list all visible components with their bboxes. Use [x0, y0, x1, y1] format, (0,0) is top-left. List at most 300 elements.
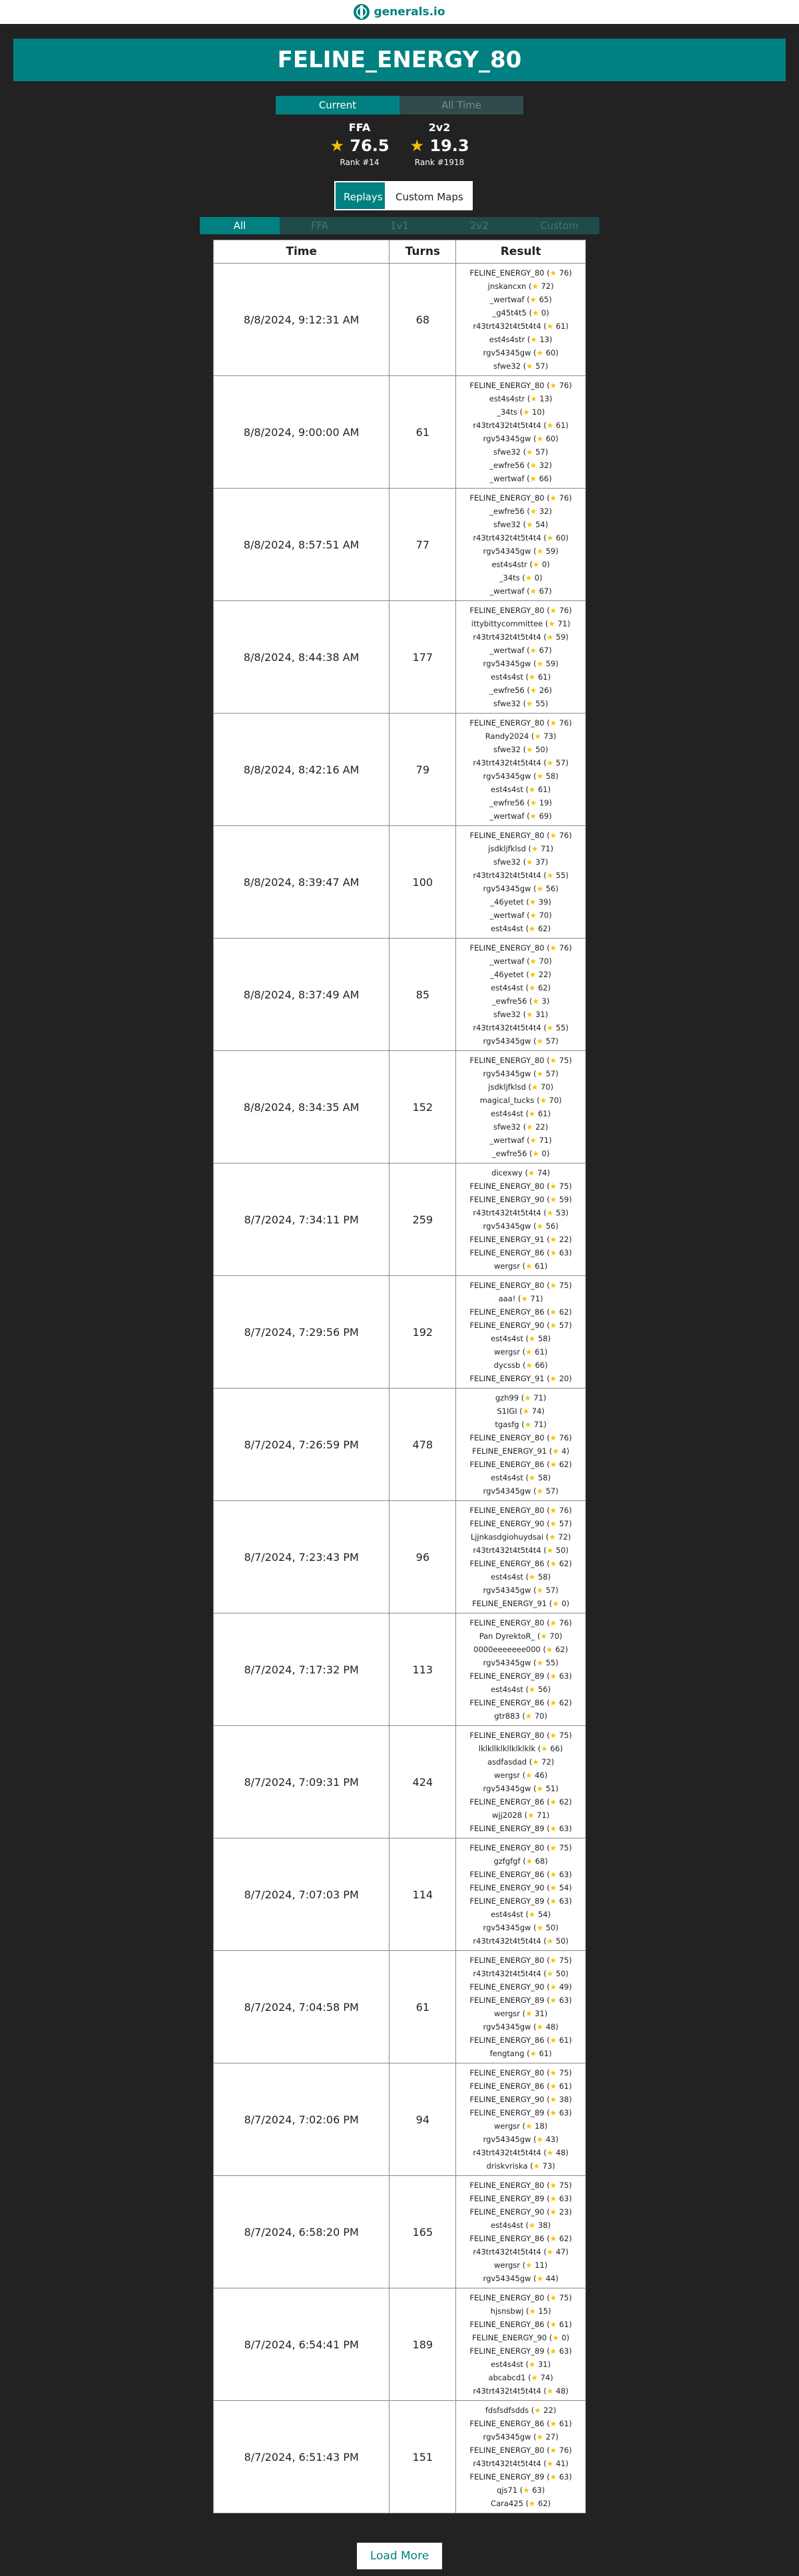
- star-icon: ★: [529, 1136, 537, 1145]
- result-player-line[interactable]: FELINE_ENERGY_91 (★ 20): [469, 1374, 572, 1383]
- result-player-line[interactable]: est4s4st (★ 58): [491, 1572, 551, 1582]
- replay-turns: 100: [390, 826, 456, 939]
- replay-time: 8/8/2024, 9:00:00 AM: [214, 376, 390, 489]
- result-player-line[interactable]: r43trt432t4t5t4t4 (★ 50): [473, 1936, 569, 1946]
- result-player-line[interactable]: rgv54345gw (★ 27): [483, 2432, 559, 2442]
- table-row[interactable]: [214, 1389, 586, 1501]
- result-player-line[interactable]: _wertwaf (★ 67): [489, 586, 552, 596]
- result-player-line[interactable]: sfwe32 (★ 57): [493, 447, 549, 457]
- result-player-line[interactable]: FELINE_ENERGY_80 (★ 76): [469, 1506, 572, 1515]
- result-player-line[interactable]: FELINE_ENERGY_80 (★ 75): [469, 2293, 572, 2302]
- star-icon: ★: [536, 2135, 543, 2144]
- star-icon: ★: [536, 1923, 543, 1932]
- result-player-line[interactable]: rgv54345gw (★ 57): [483, 1486, 559, 1496]
- player-name-banner: FELINE_ENERGY_80: [13, 39, 786, 81]
- replay-time: 8/8/2024, 8:37:49 AM: [214, 939, 390, 1051]
- star-icon: ★: [546, 1208, 554, 1217]
- table-row[interactable]: [214, 1051, 586, 1164]
- result-player-line[interactable]: r43trt432t4t5t4t4 (★ 47): [473, 2247, 569, 2256]
- star-icon: ★: [546, 2148, 554, 2157]
- result-player-line[interactable]: _ewfre56 (★ 26): [489, 686, 552, 695]
- star-icon: ★: [529, 983, 536, 992]
- result-player-line[interactable]: Pan DyrektoR_ (★ 70): [479, 1631, 563, 1641]
- result-player-line[interactable]: FELINE_ENERGY_80 (★ 76): [469, 493, 572, 503]
- star-icon: ★: [549, 268, 557, 278]
- result-player-line[interactable]: FELINE_ENERGY_86 (★ 62): [469, 1460, 572, 1469]
- result-player-line[interactable]: FELINE_ENERGY_91 (★ 4): [472, 1446, 570, 1456]
- result-player-line[interactable]: fengtang (★ 61): [489, 2049, 552, 2058]
- star-icon: ★: [549, 1559, 557, 1568]
- result-player-line[interactable]: magical_tucks (★ 70): [479, 1096, 562, 1105]
- result-player-line[interactable]: rgv54345gw (★ 44): [483, 2274, 559, 2283]
- result-player-line[interactable]: gtr883 (★ 70): [494, 1711, 547, 1721]
- result-player-line[interactable]: _ewfre56 (★ 32): [489, 507, 552, 516]
- star-icon: ★: [525, 1856, 533, 1866]
- star-icon: ★: [546, 2459, 554, 2468]
- result-player-line[interactable]: gzfgfgf (★ 68): [493, 1856, 548, 1866]
- result-player-line[interactable]: _ewfre56 (★ 19): [489, 798, 552, 807]
- result-player-line[interactable]: _wertwaf (★ 66): [489, 474, 552, 483]
- result-player-line[interactable]: fdsfsdfsdds (★ 22): [485, 2406, 557, 2415]
- result-player-line[interactable]: wergsr (★ 61): [493, 1261, 548, 1271]
- result-player-line[interactable]: wjj2028 (★ 71): [491, 1811, 550, 1820]
- star-icon: ★: [524, 1420, 532, 1429]
- result-player-line[interactable]: tgasfg (★ 71): [495, 1420, 547, 1429]
- result-player-line[interactable]: FELINE_ENERGY_80 (★ 75): [469, 1731, 572, 1740]
- result-player-line[interactable]: sfwe32 (★ 54): [493, 520, 549, 529]
- result-player-line[interactable]: est4s4st (★ 58): [491, 1334, 551, 1343]
- result-player-line[interactable]: rgv54345gw (★ 48): [483, 2022, 559, 2032]
- table-row[interactable]: [214, 714, 586, 826]
- result-player-line[interactable]: FELINE_ENERGY_89 (★ 63): [469, 2194, 572, 2203]
- star-icon: ★: [549, 1056, 557, 1065]
- result-player-line[interactable]: est4s4st (★ 62): [491, 983, 551, 992]
- table-row[interactable]: [214, 939, 586, 1051]
- result-player-line[interactable]: FELINE_ENERGY_80 (★ 75): [469, 1056, 572, 1065]
- result-player-line[interactable]: est4s4st (★ 61): [491, 672, 551, 682]
- result-player-line[interactable]: FELINE_ENERGY_90 (★ 23): [469, 2207, 572, 2217]
- result-player-line[interactable]: rgv54345gw (★ 60): [483, 348, 559, 357]
- result-player-line[interactable]: FELINE_ENERGY_80 (★ 76): [469, 1618, 572, 1627]
- result-player-line[interactable]: FELINE_ENERGY_90 (★ 57): [469, 1321, 572, 1330]
- result-player-line[interactable]: rgv54345gw (★ 60): [483, 434, 559, 443]
- result-player-line[interactable]: wergsr (★ 31): [493, 2009, 548, 2018]
- table-row[interactable]: [214, 1613, 586, 1726]
- table-row[interactable]: [214, 2063, 586, 2176]
- table-body: [214, 264, 586, 2513]
- result-player-line[interactable]: FELINE_ENERGY_86 (★ 62): [469, 1307, 572, 1317]
- star-icon: ★: [529, 924, 536, 933]
- result-player-line[interactable]: sfwe32 (★ 57): [493, 361, 549, 371]
- result-player-line[interactable]: r43trt432t4t5t4t4 (★ 50): [473, 1969, 569, 1978]
- result-player-line[interactable]: _wertwaf (★ 65): [489, 295, 552, 304]
- result-player-line[interactable]: lklkllklkllklklklk (★ 66): [478, 1744, 563, 1753]
- star-icon: ★: [536, 1036, 543, 1046]
- star-icon: ★: [536, 1069, 543, 1078]
- star-icon: ★: [549, 1956, 557, 1965]
- star-icon: ★: [529, 507, 537, 516]
- table-row[interactable]: [214, 264, 586, 376]
- result-player-line[interactable]: _34ts (★ 10): [497, 407, 545, 417]
- replay-time: 8/7/2024, 7:07:03 PM: [214, 1838, 390, 1951]
- replay-time: 8/7/2024, 7:23:43 PM: [214, 1501, 390, 1613]
- result-player-line[interactable]: sfwe32 (★ 55): [493, 699, 549, 708]
- star-icon: ★: [529, 2306, 536, 2316]
- result-player-line[interactable]: driskvriska (★ 73): [486, 2161, 555, 2171]
- time-column-header: Time: [214, 240, 390, 264]
- result-player-line[interactable]: FELINE_ENERGY_80 (★ 76): [469, 268, 572, 278]
- star-icon: ★: [534, 732, 541, 741]
- result-player-line[interactable]: r43trt432t4t5t4t4 (★ 48): [473, 2386, 569, 2396]
- star-icon: ★: [330, 136, 344, 155]
- replay-turns: 94: [390, 2063, 456, 2176]
- star-icon: ★: [526, 447, 533, 457]
- result-player-line[interactable]: r43trt432t4t5t4t4 (★ 60): [473, 533, 569, 542]
- table-row[interactable]: [214, 2176, 586, 2288]
- star-icon: ★: [525, 1711, 533, 1721]
- result-player-line[interactable]: ittybittycommittee (★ 71): [471, 619, 571, 628]
- star-icon: ★: [546, 871, 554, 880]
- mode-tab-all[interactable]: All: [200, 217, 280, 234]
- result-player-line[interactable]: FELINE_ENERGY_86 (★ 62): [469, 1559, 572, 1568]
- star-icon: ★: [546, 421, 554, 430]
- replay-result: [456, 601, 586, 714]
- table-row[interactable]: [214, 826, 586, 939]
- star-icon: ★: [526, 1122, 533, 1132]
- result-player-line[interactable]: sfwe32 (★ 31): [493, 1010, 549, 1019]
- result-player-line[interactable]: FELINE_ENERGY_80 (★ 76): [469, 718, 572, 728]
- star-icon: ★: [549, 2234, 557, 2243]
- result-player-line[interactable]: FELINE_ENERGY_80 (★ 75): [469, 2181, 572, 2190]
- result-player-line[interactable]: FELINE_ENERGY_90 (★ 54): [469, 1883, 572, 1892]
- star-icon: ★: [525, 1771, 533, 1780]
- star-icon: ★: [526, 520, 533, 529]
- result-player-line[interactable]: rgv54345gw (★ 59): [483, 546, 559, 556]
- result-player-line[interactable]: _ewfre56 (★ 0): [491, 1149, 550, 1158]
- result-player-line[interactable]: rgv54345gw (★ 57): [483, 1036, 559, 1046]
- result-player-line[interactable]: rgv54345gw (★ 57): [483, 1069, 559, 1078]
- result-player-line[interactable]: wergsr (★ 61): [493, 1347, 548, 1357]
- star-icon: ★: [546, 1546, 554, 1555]
- star-icon: ★: [548, 619, 555, 628]
- result-player-line[interactable]: Ljjnkasdgiohuydsai (★ 72): [470, 1532, 571, 1542]
- table-row[interactable]: [214, 1276, 586, 1389]
- table-row[interactable]: [214, 1951, 586, 2063]
- replay-turns: 259: [390, 1164, 456, 1276]
- star-icon: ★: [525, 2121, 533, 2131]
- star-icon: ★: [549, 2446, 557, 2455]
- result-player-line[interactable]: Cara425 (★ 62): [491, 2499, 551, 2508]
- result-player-line[interactable]: rgv54345gw (★ 43): [483, 2135, 559, 2144]
- result-player-line[interactable]: _wertwaf (★ 67): [489, 646, 552, 655]
- result-player-line[interactable]: aaa! (★ 71): [498, 1294, 543, 1303]
- replay-turns: 79: [390, 714, 456, 826]
- star-icon: ★: [549, 1671, 557, 1681]
- result-player-line[interactable]: r43trt432t4t5t4t4 (★ 55): [473, 1023, 569, 1032]
- star-icon: ★: [525, 2260, 533, 2270]
- result-player-line[interactable]: rgv54345gw (★ 59): [483, 659, 559, 668]
- star-icon: ★: [531, 2373, 538, 2382]
- result-player-line[interactable]: _46yetet (★ 22): [490, 970, 551, 979]
- result-player-line[interactable]: rgv54345gw (★ 58): [483, 771, 559, 781]
- result-player-line[interactable]: _wertwaf (★ 69): [489, 811, 552, 821]
- star-icon: ★: [549, 2320, 557, 2329]
- star-icon: ★: [549, 1797, 557, 1807]
- stat-value: 19.3: [429, 136, 469, 155]
- result-player-line[interactable]: wergsr (★ 46): [493, 1771, 548, 1780]
- star-icon: ★: [549, 2108, 557, 2117]
- result-player-line[interactable]: FELINE_ENERGY_91 (★ 22): [469, 1235, 572, 1244]
- replay-result: [456, 2288, 586, 2401]
- replay-time: 8/7/2024, 7:17:32 PM: [214, 1613, 390, 1726]
- result-player-line[interactable]: est4s4st (★ 61): [491, 1109, 551, 1118]
- result-player-line[interactable]: Randy2024 (★ 73): [485, 732, 557, 741]
- result-player-line[interactable]: est4s4str (★ 13): [489, 394, 553, 403]
- result-player-line[interactable]: rgv54345gw (★ 56): [483, 884, 559, 893]
- result-player-line[interactable]: FELINE_ENERGY_90 (★ 57): [469, 1519, 572, 1528]
- result-player-line[interactable]: jsdkljfklsd (★ 70): [488, 1082, 554, 1092]
- star-icon: ★: [549, 943, 557, 953]
- star-icon: ★: [536, 546, 543, 556]
- result-player-line[interactable]: est4s4st (★ 56): [491, 1685, 551, 1694]
- result-player-line[interactable]: wergsr (★ 11): [493, 2260, 548, 2270]
- result-player-line[interactable]: FELINE_ENERGY_89 (★ 63): [469, 1824, 572, 1833]
- result-player-line[interactable]: r43trt432t4t5t4t4 (★ 53): [473, 1208, 569, 1217]
- star-icon: ★: [536, 2274, 543, 2283]
- generals-logo-icon[interactable]: [354, 4, 370, 20]
- replay-time: 8/7/2024, 6:58:20 PM: [214, 2176, 390, 2288]
- result-player-line[interactable]: dycssb (★ 66): [493, 1361, 548, 1370]
- replay-result: [456, 939, 586, 1051]
- replay-time: 8/8/2024, 8:34:35 AM: [214, 1051, 390, 1164]
- result-player-line[interactable]: FELINE_ENERGY_86 (★ 62): [469, 1797, 572, 1807]
- result-player-line[interactable]: FELINE_ENERGY_89 (★ 63): [469, 1671, 572, 1681]
- result-player-line[interactable]: jnskancxn (★ 72): [487, 282, 554, 291]
- current-toggle-button[interactable]: Current: [276, 96, 400, 114]
- load-more-button[interactable]: Load More: [357, 2543, 442, 2569]
- result-player-line[interactable]: FELINE_ENERGY_80 (★ 76): [469, 606, 572, 615]
- result-player-line[interactable]: FELINE_ENERGY_86 (★ 63): [469, 1870, 572, 1879]
- result-player-line[interactable]: qjs71 (★ 63): [496, 2485, 545, 2495]
- star-icon: ★: [549, 1896, 557, 1906]
- result-player-line[interactable]: est4s4str (★ 13): [489, 335, 553, 344]
- result-player-line[interactable]: FELINE_ENERGY_86 (★ 61): [469, 2419, 572, 2428]
- result-player-line[interactable]: FELINE_ENERGY_80 (★ 75): [469, 2068, 572, 2077]
- star-icon: ★: [536, 1658, 543, 1667]
- star-icon: ★: [534, 2406, 541, 2415]
- result-player-line[interactable]: sfwe32 (★ 22): [493, 1122, 549, 1132]
- replay-result: [456, 826, 586, 939]
- replays-tab[interactable]: Replays: [334, 181, 386, 210]
- result-player-line[interactable]: FELINE_ENERGY_80 (★ 76): [469, 1433, 572, 1442]
- result-player-line[interactable]: est4s4st (★ 38): [491, 2221, 551, 2230]
- star-icon: ★: [546, 1936, 554, 1946]
- table-row[interactable]: [214, 1164, 586, 1276]
- result-player-line[interactable]: est4s4str (★ 0): [491, 560, 550, 569]
- result-player-line[interactable]: rgv54345gw (★ 51): [483, 1784, 559, 1793]
- result-player-line[interactable]: FELINE_ENERGY_90 (★ 0): [472, 2333, 570, 2342]
- result-player-line[interactable]: _ewfre56 (★ 32): [489, 461, 552, 470]
- star-icon: ★: [549, 2036, 557, 2045]
- result-player-line[interactable]: _wertwaf (★ 71): [489, 1136, 552, 1145]
- result-player-line[interactable]: r43trt432t4t5t4t4 (★ 57): [473, 758, 569, 767]
- star-icon: ★: [546, 2247, 554, 2256]
- result-player-line[interactable]: hjsnsbwj (★ 15): [490, 2306, 551, 2316]
- star-icon: ★: [549, 2095, 557, 2104]
- result-player-line[interactable]: est4s4st (★ 54): [491, 1910, 551, 1919]
- result-player-line[interactable]: FELINE_ENERGY_86 (★ 61): [469, 2081, 572, 2091]
- replay-time: 8/7/2024, 6:54:41 PM: [214, 2288, 390, 2401]
- table-row[interactable]: [214, 2401, 586, 2513]
- result-player-line[interactable]: asdfasdad (★ 72): [487, 1757, 555, 1767]
- replay-turns: 478: [390, 1389, 456, 1501]
- star-icon: ★: [549, 1374, 557, 1383]
- result-player-line[interactable]: r43trt432t4t5t4t4 (★ 61): [473, 421, 569, 430]
- result-player-line[interactable]: _34ts (★ 0): [499, 573, 543, 582]
- star-icon: ★: [529, 1685, 536, 1694]
- table-row[interactable]: [214, 1501, 586, 1613]
- result-player-line[interactable]: FELINE_ENERGY_86 (★ 61): [469, 2036, 572, 2045]
- result-player-line[interactable]: gzh99 (★ 71): [495, 1393, 547, 1402]
- star-icon: ★: [549, 1519, 557, 1528]
- mode-tab-1v1[interactable]: 1v1: [360, 217, 439, 234]
- result-player-line[interactable]: wergsr (★ 18): [493, 2121, 548, 2131]
- table-row[interactable]: [214, 2288, 586, 2401]
- result-player-line[interactable]: _ewfre56 (★ 3): [491, 996, 550, 1006]
- result-player-line[interactable]: est4s4st (★ 58): [491, 1473, 551, 1482]
- result-player-line[interactable]: FELINE_ENERGY_80 (★ 75): [469, 1281, 572, 1290]
- replay-result: [456, 1501, 586, 1613]
- table-row[interactable]: [214, 1726, 586, 1838]
- star-icon: ★: [529, 911, 537, 920]
- result-player-line[interactable]: r43trt432t4t5t4t4 (★ 55): [473, 871, 569, 880]
- result-player-line[interactable]: dicexwy (★ 74): [491, 1168, 551, 1178]
- custom-maps-tab[interactable]: Custom Maps: [386, 181, 473, 210]
- star-icon: ★: [529, 897, 537, 907]
- star-icon: ★: [524, 1393, 531, 1402]
- star-icon: ★: [529, 811, 537, 821]
- star-icon: ★: [549, 1321, 557, 1330]
- result-player-line[interactable]: est4s4st (★ 62): [491, 924, 551, 933]
- replay-time: 8/8/2024, 8:44:38 AM: [214, 601, 390, 714]
- result-player-line[interactable]: FELINE_ENERGY_80 (★ 75): [469, 1956, 572, 1965]
- star-icon: ★: [549, 831, 557, 840]
- result-player-line[interactable]: FELINE_ENERGY_89 (★ 63): [469, 2108, 572, 2117]
- result-player-line[interactable]: abcabcd1 (★ 74): [488, 2373, 553, 2382]
- result-player-line[interactable]: rgv54345gw (★ 55): [483, 1658, 559, 1667]
- result-player-line[interactable]: rgv54345gw (★ 57): [483, 1586, 559, 1595]
- result-player-line[interactable]: FELINE_ENERGY_80 (★ 76): [469, 2446, 572, 2455]
- star-icon: ★: [549, 1731, 557, 1740]
- replay-time: 8/8/2024, 8:42:16 AM: [214, 714, 390, 826]
- replay-turns: 96: [390, 1501, 456, 1613]
- replay-result: [456, 376, 586, 489]
- result-player-line[interactable]: est4s4st (★ 61): [491, 785, 551, 794]
- mode-tab-custom[interactable]: Custom: [519, 217, 599, 234]
- result-player-line[interactable]: FELINE_ENERGY_90 (★ 59): [469, 1195, 572, 1204]
- star-icon: ★: [527, 1811, 535, 1820]
- result-player-line[interactable]: jsdkljfklsd (★ 71): [488, 844, 554, 853]
- star-icon: ★: [530, 394, 537, 403]
- result-player-line[interactable]: FELINE_ENERGY_90 (★ 49): [469, 1982, 572, 1992]
- result-player-line[interactable]: sfwe32 (★ 37): [493, 857, 549, 867]
- result-player-line[interactable]: _wertwaf (★ 70): [489, 911, 552, 920]
- mode-tab-ffa[interactable]: FFA: [280, 217, 360, 234]
- result-player-line[interactable]: FELINE_ENERGY_89 (★ 63): [469, 1996, 572, 2005]
- all-time-toggle-button[interactable]: All Time: [400, 96, 523, 114]
- result-player-line[interactable]: FELINE_ENERGY_80 (★ 76): [469, 943, 572, 953]
- result-column-header: Result: [456, 240, 586, 264]
- replay-result: [456, 2401, 586, 2513]
- site-logo-text[interactable]: generals.io: [374, 5, 445, 19]
- star-icon: ★: [549, 1824, 557, 1833]
- replay-turns: 177: [390, 601, 456, 714]
- result-player-line[interactable]: S1IGI (★ 74): [497, 1406, 545, 1416]
- star-icon: ★: [531, 1082, 539, 1092]
- star-icon: ★: [549, 2419, 557, 2428]
- result-player-line[interactable]: rgv54345gw (★ 50): [483, 1923, 559, 1932]
- star-icon: ★: [522, 1406, 530, 1416]
- result-player-line[interactable]: FELINE_ENERGY_86 (★ 61): [469, 2320, 572, 2329]
- mode-tab-2v2[interactable]: 2v2: [439, 217, 519, 234]
- result-player-line[interactable]: _46yetet (★ 39): [490, 897, 551, 907]
- table-row[interactable]: [214, 489, 586, 601]
- result-player-line[interactable]: FELINE_ENERGY_89 (★ 63): [469, 2472, 572, 2481]
- result-player-line[interactable]: FELINE_ENERGY_89 (★ 63): [469, 1896, 572, 1906]
- result-player-line[interactable]: _g45t4t5 (★ 0): [492, 308, 549, 318]
- result-player-line[interactable]: FELINE_ENERGY_80 (★ 75): [469, 1181, 572, 1191]
- star-icon: ★: [546, 322, 554, 331]
- table-row[interactable]: [214, 601, 586, 714]
- replay-result: [456, 264, 586, 376]
- star-icon: ★: [546, 1969, 554, 1978]
- replay-turns: 61: [390, 376, 456, 489]
- result-player-line[interactable]: r43trt432t4t5t4t4 (★ 48): [473, 2148, 569, 2157]
- star-icon: ★: [523, 2485, 530, 2495]
- result-player-line[interactable]: FELINE_ENERGY_86 (★ 62): [469, 1698, 572, 1707]
- result-player-line[interactable]: FELINE_ENERGY_80 (★ 76): [469, 831, 572, 840]
- result-player-line[interactable]: FELINE_ENERGY_86 (★ 63): [469, 1248, 572, 1257]
- result-player-line[interactable]: FELINE_ENERGY_91 (★ 0): [472, 1599, 570, 1608]
- result-player-line[interactable]: r43trt432t4t5t4t4 (★ 59): [473, 632, 569, 642]
- player-stats: [320, 121, 479, 167]
- result-player-line[interactable]: rgv54345gw (★ 56): [483, 1221, 559, 1231]
- result-player-line[interactable]: FELINE_ENERGY_90 (★ 38): [469, 2095, 572, 2104]
- table-row[interactable]: [214, 1838, 586, 1951]
- result-player-line[interactable]: r43trt432t4t5t4t4 (★ 61): [473, 322, 569, 331]
- result-player-line[interactable]: sfwe32 (★ 50): [493, 745, 549, 754]
- result-player-line[interactable]: _wertwaf (★ 70): [489, 957, 552, 966]
- result-player-line[interactable]: FELINE_ENERGY_89 (★ 63): [469, 2346, 572, 2356]
- replay-result: [456, 1051, 586, 1164]
- result-player-line[interactable]: 0000eeeeeee000 (★ 62): [473, 1645, 569, 1654]
- replay-turns: 68: [390, 264, 456, 376]
- star-icon: ★: [529, 1334, 536, 1343]
- table-row[interactable]: [214, 376, 586, 489]
- result-player-line[interactable]: r43trt432t4t5t4t4 (★ 41): [473, 2459, 569, 2468]
- result-player-line[interactable]: r43trt432t4t5t4t4 (★ 50): [473, 1546, 569, 1555]
- replay-turns: 424: [390, 1726, 456, 1838]
- result-player-line[interactable]: FELINE_ENERGY_86 (★ 62): [469, 2234, 572, 2243]
- replay-tabs: [334, 181, 473, 210]
- result-player-line[interactable]: est4s4st (★ 31): [491, 2360, 551, 2369]
- replay-turns: 165: [390, 2176, 456, 2288]
- result-player-line[interactable]: FELINE_ENERGY_80 (★ 75): [469, 1843, 572, 1852]
- replay-time: 8/7/2024, 7:29:56 PM: [214, 1276, 390, 1389]
- star-icon: ★: [532, 1149, 539, 1158]
- result-player-line[interactable]: FELINE_ENERGY_80 (★ 76): [469, 381, 572, 390]
- star-icon: ★: [529, 798, 537, 807]
